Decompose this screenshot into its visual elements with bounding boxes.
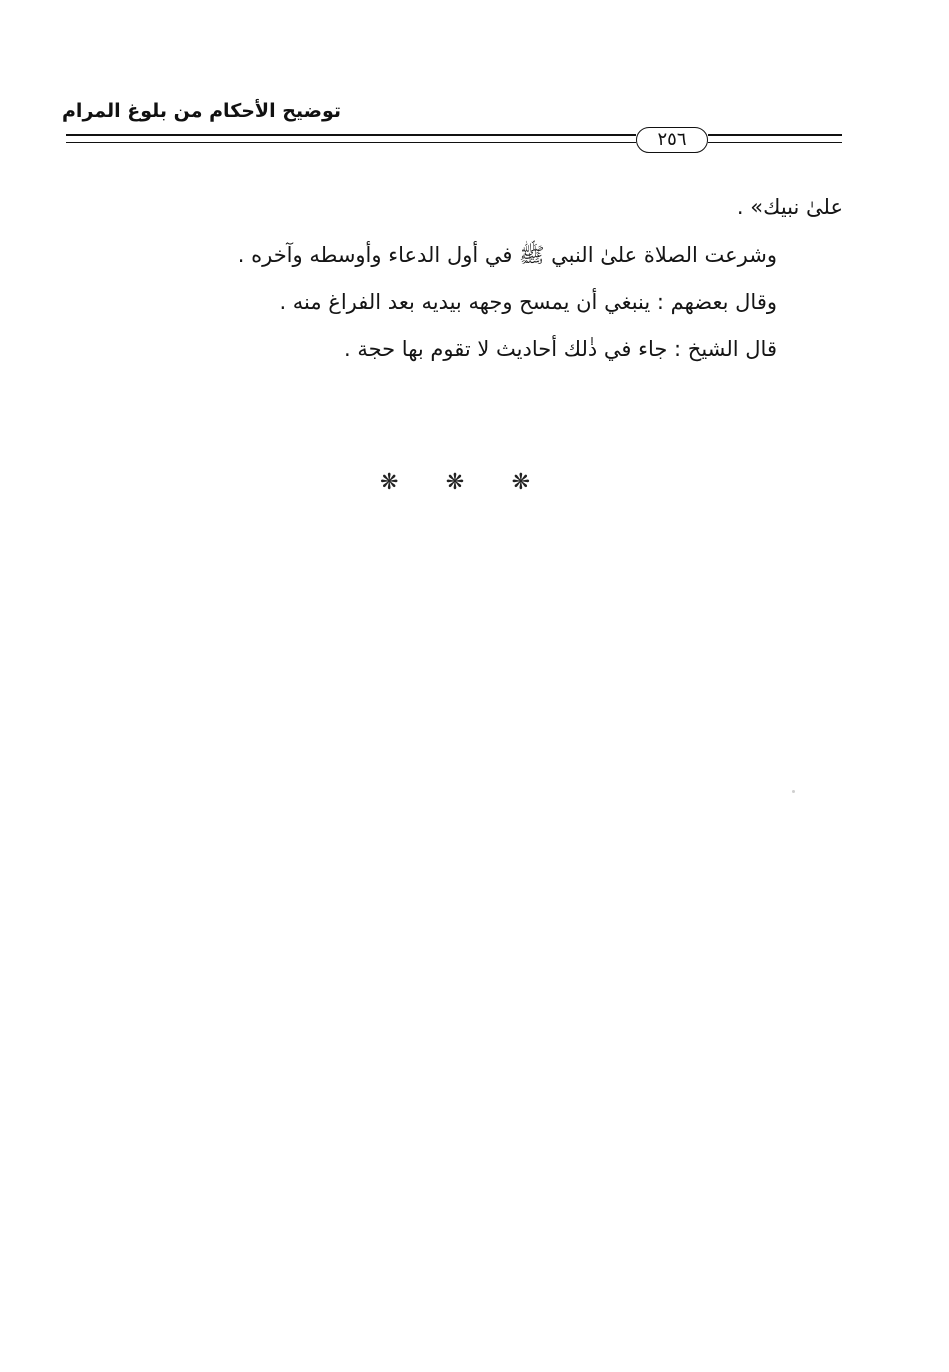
text-line-4: قال الشيخ : جاء في ذٰلك أحاديث لا تقوم بها حجة . bbox=[343, 337, 777, 361]
header-rule-right-thin bbox=[708, 142, 842, 143]
text-line-3: وقال بعضهم : ينبغي أن يمسح وجهه بيديه بعد الفراغ منه . bbox=[279, 290, 777, 314]
section-separator bbox=[380, 470, 530, 495]
separator-mark: ❋ bbox=[380, 470, 399, 495]
separator-mark: ❋ bbox=[445, 470, 465, 495]
page-number: ٢٥٦ bbox=[636, 127, 708, 153]
running-header-title: توضيح الأحكام من بلوغ المرام bbox=[62, 100, 342, 122]
scan-speck bbox=[792, 790, 795, 793]
text-line-1: علىٰ نبيك» . bbox=[736, 195, 843, 219]
header-rule-left-thin bbox=[66, 142, 636, 143]
header-rule-right-thick bbox=[708, 134, 842, 136]
text-line-2: وشرعت الصلاة علىٰ النبي ﷺ في أول الدعاء وأوسطه وآخره . bbox=[237, 243, 777, 267]
separator-mark: ❋ bbox=[511, 470, 530, 495]
header-rule-left-thick bbox=[66, 134, 636, 136]
